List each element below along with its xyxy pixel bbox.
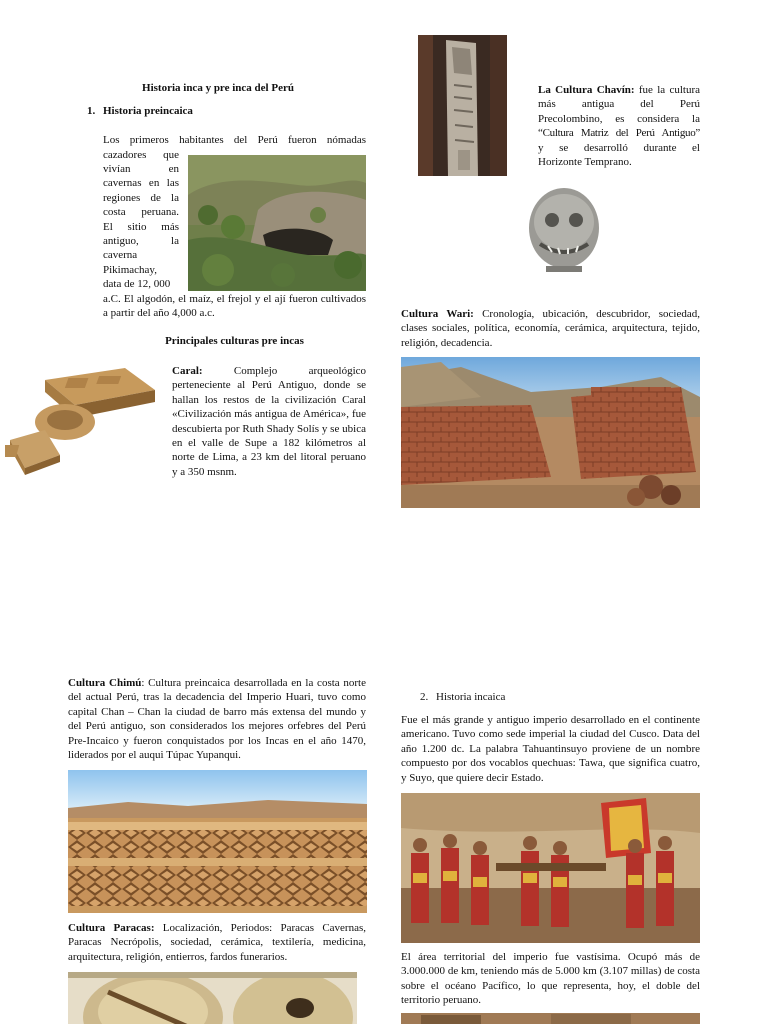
- intro-first-line: Los primeros habitantes del Perú fueron nómadas: [103, 134, 366, 146]
- wari-ruins-image: [401, 357, 700, 508]
- chavin-line: Precolombino, es considera la: [538, 112, 700, 125]
- caral-model-image: [5, 360, 163, 485]
- section2-number: 2.: [420, 691, 429, 703]
- chimu-paragraph: [68, 676, 366, 762]
- paracas-paragraph: [68, 921, 366, 964]
- chavin-lanzon-image: [418, 35, 507, 176]
- caral-text: Complejo arqueológico perteneciente al Perú Antiguo, donde se hallan los restos de la civilización Caral «Civilización más antigua de América», fue descubierta por Ruth Shady Solís y se ubica en el valle de Supe a 182 kilómetros al norte de Lima, a 23 km del litoral peruano y a 350 msnm.: [172, 365, 367, 478]
- chavin-line-1: [538, 83, 700, 97]
- section1-heading: Historia preincaica: [103, 105, 193, 117]
- intro-line: costa peruana.: [103, 206, 179, 219]
- cultures-heading: Principales culturas pre incas: [165, 335, 304, 347]
- caral-paragraph: [172, 364, 366, 479]
- area-paragraph: El área territorial del imperio fue vastísima. Ocupó más de 3.000.000 de km, teniendo más de 5.000 km (3.107 millas) de costa sobre el océano Pacífico, lo que representa, hoy, el doble del territorio peruano.: [401, 951, 700, 1007]
- chimu-label: Cultura Chimú: [68, 677, 142, 689]
- chavin-label: La Cultura Chavín:: [538, 84, 635, 96]
- intro-line: caverna: [103, 249, 138, 262]
- chavin-line: y se desarrolló durante el: [538, 141, 700, 154]
- paracas-skulls-image: [68, 972, 357, 1024]
- chavin-line: Horizonte Temprano.: [538, 156, 632, 169]
- wari-label: Cultura Wari:: [401, 308, 474, 320]
- chavin-line-text: fue la cultura: [638, 84, 700, 96]
- pikimachay-cave-image: [188, 155, 366, 291]
- chavin-line: más antigua del Perú: [538, 98, 700, 111]
- inca-procession-image: [401, 793, 700, 943]
- intro-line: vivían en: [103, 162, 179, 175]
- paracas-label: Cultura Paracas:: [68, 922, 155, 934]
- bottom-image: [401, 1013, 700, 1024]
- intro-line: data de 12, 000: [103, 278, 171, 291]
- inca-paragraph: Fue el más grande y antiguo imperio desarrollado en el continente americano. Tuvo como sede imperial la ciudad del Cusco. Data del año 1.200 dc. La palabra Tahuantinsuyo proviene de un nombre compuesto por dos vocablos quechuas: Tawa, que significa cuatro, y Suyo, que quiere decir Estado.: [401, 714, 700, 784]
- chavin-stone-head-image: [526, 182, 602, 272]
- intro-line: cazadores que: [103, 148, 179, 161]
- intro-narrow-text: [103, 148, 179, 292]
- paracas-text: Localización, Periodos: Paracas Cavernas, Paracas Necrópolis, sociedad, cerámica, textilería, medicina, arquitectura, religión, entierros, fardos funerarios.: [68, 922, 366, 963]
- chimu-text: : Cultura preincaica desarrollada en la costa norte del actual Perú, tras la decadencia del Imperio Huari, tuvo como capital Chan – Chan la ciudad de barro más extensa del mundo y del Perú antiguo, son considerados los mejores orfebres del Perú Pre-Incaico y fueron conquistados por los Incas en el año 1470, liderados por el auqui Túpac Yupanqui.: [68, 677, 366, 762]
- chavin-line-quote: “Cultura Matriz del Perú Antiguo”: [538, 127, 700, 140]
- page-title: Historia inca y pre inca del Perú: [142, 82, 294, 94]
- wari-text: Cronología, ubicación, descubridor, sociedad, clases sociales, política, economía, cerámica, arquitectura, tejido, religión, decadencia.: [401, 308, 701, 349]
- intro-line: cavernas en las: [103, 177, 179, 190]
- caral-label: Caral:: [172, 365, 203, 377]
- section1-number: 1.: [87, 105, 96, 117]
- intro-continuation: a.C. El algodón, el maíz, el frejol y el ají fueron cultivados a partir del año 4,000 a.c.: [103, 292, 366, 319]
- intro-line: El sitio más: [103, 220, 179, 233]
- chavin-paragraph: [538, 83, 700, 169]
- intro-line: regiones de la: [103, 191, 179, 204]
- section2-heading: Historia incaica: [436, 691, 506, 703]
- wari-paragraph: [401, 307, 700, 350]
- chan-chan-image: [68, 770, 367, 913]
- intro-line: antiguo, la: [103, 234, 179, 247]
- intro-line: Pikimachay,: [103, 263, 157, 276]
